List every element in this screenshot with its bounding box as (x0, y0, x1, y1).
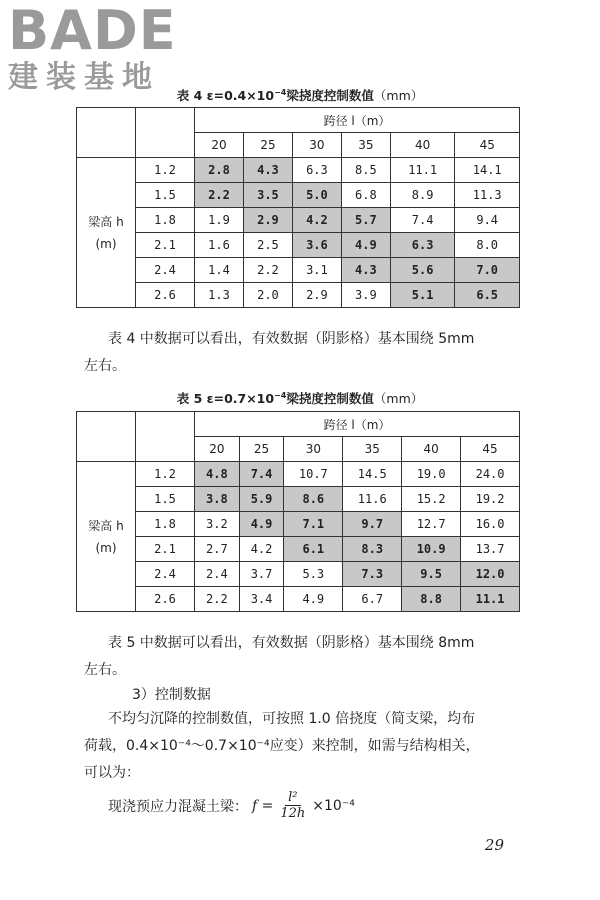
table4-cell: 2.8 (195, 158, 244, 183)
table-row (77, 587, 520, 612)
page-number: 29 (484, 836, 504, 854)
table5-cell: 13.7 (461, 537, 520, 562)
table4-cell: 5.1 (390, 283, 455, 308)
table-row (77, 512, 520, 537)
table4-cell: 8.0 (455, 233, 520, 258)
table4-cell: 2.9 (243, 208, 292, 233)
logo (8, 0, 177, 95)
table5-cell: 3.8 (195, 487, 240, 512)
table4-cell: 6.3 (292, 158, 341, 183)
table5-cell: 9.5 (402, 562, 461, 587)
table4-height-label-line2: (m) (95, 236, 117, 251)
table-row (77, 537, 520, 562)
table5-height-label-line2: (m) (95, 540, 117, 555)
table4-cell: 3.5 (243, 183, 292, 208)
table4-row-height: 1.2 (136, 158, 195, 183)
table4-cell: 11.3 (455, 183, 520, 208)
table4-row-height: 1.8 (136, 208, 195, 233)
table5-cell: 6.7 (343, 587, 402, 612)
table5-row-height: 2.4 (136, 562, 195, 587)
table4-row-height: 2.1 (136, 233, 195, 258)
formula-numerator: l² (285, 790, 300, 806)
table-row (77, 183, 520, 208)
section-heading: 3）控制数据 (132, 687, 211, 703)
table4-cell: 2.5 (243, 233, 292, 258)
table5-cell: 10.9 (402, 537, 461, 562)
table4-cell: 4.2 (292, 208, 341, 233)
table5-cell: 6.1 (284, 537, 343, 562)
table-row (77, 258, 520, 283)
table4-row-height: 1.5 (136, 183, 195, 208)
formula-fraction (277, 790, 308, 821)
table5-row-height: 1.2 (136, 462, 195, 487)
table5-cell: 12.7 (402, 512, 461, 537)
table5-cell: 4.9 (284, 587, 343, 612)
table4-cell: 1.9 (195, 208, 244, 233)
table4-row-height: 2.6 (136, 283, 195, 308)
table4-span-label: 跨径 l（m） (195, 108, 520, 133)
table5-caption-prefix: 表 5 ε=0.7×10 (176, 391, 275, 406)
formula-lhs: f = (252, 797, 274, 814)
table4-span-header: 35 (341, 133, 390, 158)
table5-span-label: 跨径 l（m） (195, 412, 520, 437)
table5-cell: 2.7 (195, 537, 240, 562)
table5 (76, 411, 520, 612)
table4-row-height: 2.4 (136, 258, 195, 283)
table-row (77, 462, 520, 487)
table5-cell: 8.6 (284, 487, 343, 512)
table4-cell: 6.8 (341, 183, 390, 208)
table4-span-header: 40 (390, 133, 455, 158)
table5-row-height: 1.5 (136, 487, 195, 512)
table4-cell: 6.5 (455, 283, 520, 308)
table5-cell: 8.3 (343, 537, 402, 562)
table-row (77, 487, 520, 512)
table5-caption-unit: （mm） (373, 391, 424, 406)
paragraph-control-line2: 荷载，0.4×10⁻⁴～0.7×10⁻⁴应变）来控制，如需与结构相关， (84, 738, 480, 754)
paragraph-table5-line2: 左右。 (84, 662, 126, 678)
logo-brand: BADE (8, 0, 177, 62)
table-row (77, 158, 520, 183)
table4-height-label (77, 158, 136, 308)
table5-cell: 11.1 (461, 587, 520, 612)
table4-cell: 14.1 (455, 158, 520, 183)
table4-span-header: 20 (195, 133, 244, 158)
table-row (77, 283, 520, 308)
table4-cell: 3.9 (341, 283, 390, 308)
table5-cell: 11.6 (343, 487, 402, 512)
table-row (77, 208, 520, 233)
table5-caption-exp: −4 (274, 390, 287, 400)
table4-cell: 9.4 (455, 208, 520, 233)
table4-cell: 1.4 (195, 258, 244, 283)
table4 (76, 107, 520, 308)
table5-cell: 5.9 (239, 487, 284, 512)
table4-caption-exp: −4 (274, 87, 287, 97)
table5-cell: 3.4 (239, 587, 284, 612)
table5-span-header: 40 (402, 437, 461, 462)
table4-cell: 2.9 (292, 283, 341, 308)
table4-cell: 8.9 (390, 183, 455, 208)
paragraph-control-line3: 可以为： (84, 765, 140, 781)
table4-span-header: 30 (292, 133, 341, 158)
table5-cell: 3.7 (239, 562, 284, 587)
table5-row-height: 2.1 (136, 537, 195, 562)
table4-height-label-line1: 梁高 h (88, 214, 124, 229)
table4-cell: 7.4 (390, 208, 455, 233)
table4-cell: 8.5 (341, 158, 390, 183)
formula (108, 790, 355, 821)
table4-cell: 4.3 (243, 158, 292, 183)
table5-cell: 3.2 (195, 512, 240, 537)
table5-cell: 4.8 (195, 462, 240, 487)
table-row (77, 562, 520, 587)
table4-caption-title: 梁挠度控制数值 (286, 88, 374, 103)
table5-cell: 16.0 (461, 512, 520, 537)
table4-cell: 3.6 (292, 233, 341, 258)
table5-caption-title: 梁挠度控制数值 (286, 391, 374, 406)
table4-span-header: 45 (455, 133, 520, 158)
formula-label: 现浇预应力混凝土梁： (108, 798, 248, 815)
table-row (77, 233, 520, 258)
paragraph-control (84, 706, 538, 787)
table5-cell: 7.3 (343, 562, 402, 587)
table4-span-header: 25 (243, 133, 292, 158)
table5-caption (0, 389, 600, 407)
table5-row-height: 2.6 (136, 587, 195, 612)
logo-subtitle: 建装基地 (8, 60, 160, 95)
paragraph-table4-line2: 左右。 (84, 358, 126, 374)
table4-caption-unit: （mm） (373, 88, 424, 103)
table5-span-header: 25 (239, 437, 284, 462)
table4-cell: 5.0 (292, 183, 341, 208)
table4-cell: 2.2 (243, 258, 292, 283)
table5-cell: 19.0 (402, 462, 461, 487)
formula-denominator: 12h (280, 806, 306, 821)
table5-cell: 4.9 (239, 512, 284, 537)
table4-cell: 4.9 (341, 233, 390, 258)
table5-cell: 12.0 (461, 562, 520, 587)
table4-cell: 6.3 (390, 233, 455, 258)
table5-cell: 8.8 (402, 587, 461, 612)
table5-cell: 7.4 (239, 462, 284, 487)
table5-cell: 14.5 (343, 462, 402, 487)
table4-cell: 2.2 (195, 183, 244, 208)
table4-corner-a (77, 108, 136, 158)
table4-cell: 1.6 (195, 233, 244, 258)
table5-cell: 2.2 (195, 587, 240, 612)
table5-row-height: 1.8 (136, 512, 195, 537)
table5-corner-a (77, 412, 136, 462)
table4-caption-prefix: 表 4 ε=0.4×10 (176, 88, 275, 103)
table5-cell: 2.4 (195, 562, 240, 587)
table4-cell: 5.6 (390, 258, 455, 283)
table5-height-label (77, 462, 136, 612)
table5-cell: 5.3 (284, 562, 343, 587)
table4-cell: 5.7 (341, 208, 390, 233)
table5-span-header: 45 (461, 437, 520, 462)
table4-cell: 4.3 (341, 258, 390, 283)
table5-corner-b (136, 412, 195, 462)
table4-cell: 1.3 (195, 283, 244, 308)
table5-span-header: 30 (284, 437, 343, 462)
table5-span-header: 35 (343, 437, 402, 462)
table4-cell: 3.1 (292, 258, 341, 283)
paragraph-table4-line1: 表 4 中数据可以看出，有效数据（阴影格）基本围绕 5mm (108, 331, 475, 347)
table4-cell: 7.0 (455, 258, 520, 283)
table5-cell: 9.7 (343, 512, 402, 537)
paragraph-table5-line1: 表 5 中数据可以看出，有效数据（阴影格）基本围绕 8mm (108, 635, 475, 651)
table5-cell: 4.2 (239, 537, 284, 562)
paragraph-table4-note (84, 326, 528, 380)
table4-caption (0, 86, 600, 104)
table4-corner-b (136, 108, 195, 158)
table5-span-header: 20 (195, 437, 240, 462)
paragraph-control-line1: 不均匀沉降的控制数值，可按照 1.0 倍挠度（简支梁，均布 (108, 711, 476, 727)
table4-cell: 2.0 (243, 283, 292, 308)
table5-cell: 15.2 (402, 487, 461, 512)
formula-tail: ×10⁻⁴ (312, 797, 355, 814)
table5-cell: 19.2 (461, 487, 520, 512)
table5-cell: 24.0 (461, 462, 520, 487)
table5-height-label-line1: 梁高 h (88, 518, 124, 533)
table5-cell: 10.7 (284, 462, 343, 487)
table4-cell: 11.1 (390, 158, 455, 183)
table5-cell: 7.1 (284, 512, 343, 537)
paragraph-table5-note (84, 630, 528, 684)
